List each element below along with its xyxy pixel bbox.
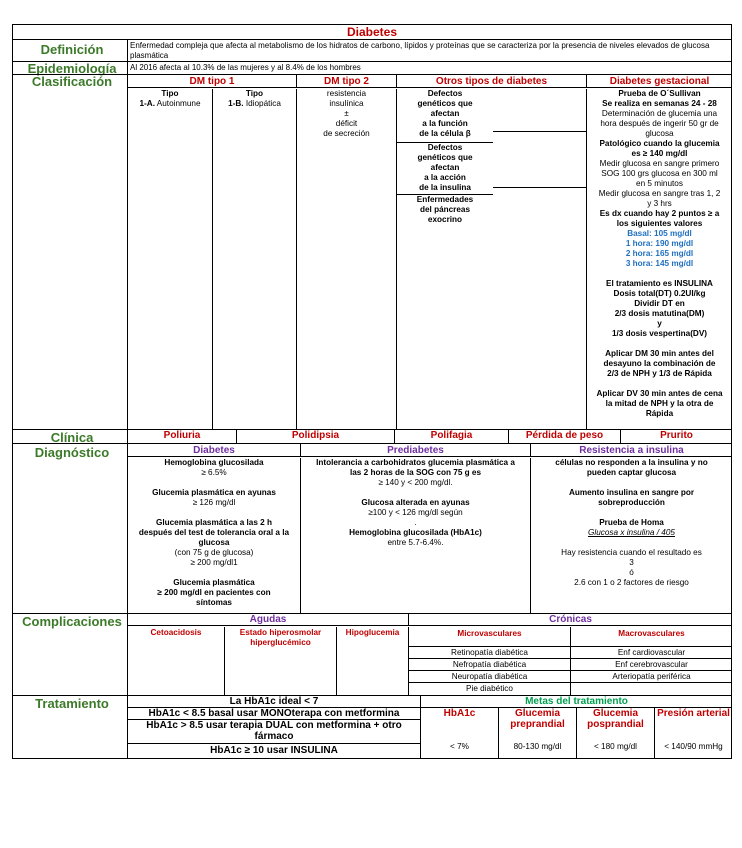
clinica-item: Polifagia	[394, 430, 508, 443]
complicaciones-section	[127, 614, 731, 696]
resistencia-criteria: células no responden a la insulina y no pueden captar glucosa Aumento insulina en sangre por sobreproducción Prueba de Homa Glucosa x insulina / 405 Hay resistencia cuando el resultado es 3 ó 2.6 con 1 o 2 factores de riesgo	[530, 458, 732, 614]
prediabetes-criteria: Intolerancia a carbohidratos glucemia plasmática a las 2 horas de la SOG con 75 g es ≥ 140 y < 200 mg/dl. Glucosa alterada en ayunas ≥100 y < 126 mg/dl según . Hemoglobina glucosilada (HbA1c) entre 5.7-6.4%.	[300, 458, 530, 614]
diabetes-header: Diabetes	[128, 444, 300, 457]
meta-value: < 180 mg/dl	[576, 732, 654, 759]
gestacional-header: Diabetes gestacional	[586, 75, 732, 88]
cronicas-header: Crónicas	[408, 614, 732, 626]
diabetes-table	[12, 24, 732, 759]
tratamiento-row: HbA1c ≥ 10 usar INSULINA	[210, 745, 338, 756]
divider	[493, 187, 587, 188]
tratamiento-row: La HbA1c ideal < 7	[128, 696, 420, 708]
agudas-header: Agudas	[128, 614, 408, 626]
otros-cell	[396, 89, 586, 430]
label-definicion: Definición	[40, 42, 104, 57]
epidemiologia-text: Al 2016 afecta al 10.3% de las mujeres y al 8.4% de los hombres	[127, 62, 731, 75]
label-tratamiento: Tratamiento	[35, 696, 109, 711]
metas-header: Metas del tratamiento	[420, 696, 732, 708]
macro-item: Enf cardiovascular	[571, 647, 732, 659]
aguda-item: Hipoglucemia	[336, 627, 408, 696]
meta-header: Presión arterial	[654, 708, 732, 732]
meta-header: Glucemia preprandial	[498, 708, 576, 732]
micro-item: Pie diabético	[466, 684, 513, 693]
micro-column	[408, 627, 570, 696]
macro-header: Macrovasculares	[571, 627, 732, 647]
dm2-cell: resistencia insulínica ± déficit de secreción	[296, 89, 396, 430]
otros-item: Defectos genéticos que afectan a la función de la célula β	[397, 89, 493, 143]
page-title: Diabetes	[13, 25, 731, 40]
meta-value: < 140/90 mmHg	[654, 732, 732, 759]
label-clasificacion: Clasificación	[31, 74, 113, 89]
resistencia-header: Resistencia a insulina	[530, 444, 732, 457]
label-epidemiologia: Epidemiología	[27, 61, 117, 76]
prediabetes-header: Prediabetes	[300, 444, 530, 457]
dm2-header: DM tipo 2	[296, 75, 396, 88]
dm1-header: DM tipo 1	[128, 75, 296, 88]
macro-item: Enf cerebrovascular	[571, 659, 732, 671]
micro-item: Nefropatía diabética	[409, 659, 570, 671]
clinica-row	[127, 430, 731, 444]
clasificacion-section	[127, 75, 731, 430]
meta-value: < 7%	[420, 732, 498, 759]
meta-value: 80-130 mg/dl	[498, 732, 576, 759]
diabetes-criteria: Hemoglobina glucosilada ≥ 6.5% Glucemia plasmática en ayunas ≥ 126 mg/dl Glucemia plasmática a las 2 h después del test de tolerancia oral a la glucosa (con 75 g de glucosa) ≥ 200 mg/dl1 Glucemia plasmática ≥ 200 mg/dl en pacientes con síntomas	[138, 458, 290, 607]
otros-header: Otros tipos de diabetes	[396, 75, 586, 88]
micro-item: Neuropatía diabética	[409, 671, 570, 683]
aguda-item: Cetoacidosis	[150, 628, 202, 637]
aguda-item: Estado hiperosmolar hiperglucémico	[224, 627, 336, 696]
otros-item: Defectos genéticos que afectan a la acción de la insulina	[397, 143, 493, 195]
dm1-b: Tipo 1-B. Idiopática	[212, 89, 296, 430]
tratamiento-row: HbA1c < 8.5 basal usar MONOterapa con metformina	[128, 708, 420, 720]
tratamiento-section	[127, 696, 731, 759]
micro-header: Microvasculares	[409, 627, 570, 647]
label-diagnostico: Diagnóstico	[34, 445, 110, 460]
clinica-item: Poliuria	[163, 430, 201, 441]
label-clinica: Clínica	[50, 430, 94, 445]
label-complicaciones: Complicaciones	[22, 614, 122, 629]
diagnostico-section	[127, 444, 731, 614]
meta-header: Glucemia posprandial	[576, 708, 654, 732]
dm1-a: Tipo 1-A. Autoinmune	[139, 89, 201, 108]
clinica-item: Prurito	[620, 430, 732, 443]
macro-item: Arteriopatía periférica	[571, 671, 732, 683]
clinica-item: Polidipsia	[236, 430, 394, 443]
definicion-text: Enfermedad compleja que afecta al metabolismo de los hidratos de carbono, lípidos y proteínas que se caracteriza por la presencia de niveles elevados de glucosa plasmática	[127, 40, 731, 62]
meta-header: HbA1c	[420, 708, 498, 732]
micro-item: Retinopatía diabética	[409, 647, 570, 659]
otros-item: Enfermedades del páncreas exocrino	[416, 195, 474, 224]
gestacional-cell: Prueba de O´Sullivan Se realiza en semanas 24 - 28 Determinación de glucemia una hora después de ingerir 50 gr de glucosa Patológico cuando la glucemia es ≥ 140 mg/dl Medir glucosa en sangre primero SOG 100 grs glucosa en 300 ml en 5 minutos Medir glucosa en sangre tras 1, 2 y 3 hrs Es dx cuando hay 2 puntos ≥ a los siguientes valores Basal: 105 mg/dl 1 hora: 190 mg/dl 2 hora: 165 mg/dl 3 hora: 145 mg/dl El tratamiento es INSULINA Dosis total(DT) 0.2UI/kg Dividir DT en 2/3 dosis matutina(DM) y 1/3 dosis vespertina(DV) Aplicar DM 30 min antes del desayuno la combinación de 2/3 de NPH y 1/3 de Rápida Aplicar DV 30 min antes de cena la mitad de NPH y la otra de Rápida	[586, 89, 732, 430]
tratamiento-row: HbA1c > 8.5 usar terapia DUAL con metformina + otro fármaco	[128, 720, 420, 744]
macro-column	[570, 627, 732, 696]
clinica-item: Pérdida de peso	[508, 430, 620, 443]
divider	[493, 131, 587, 132]
